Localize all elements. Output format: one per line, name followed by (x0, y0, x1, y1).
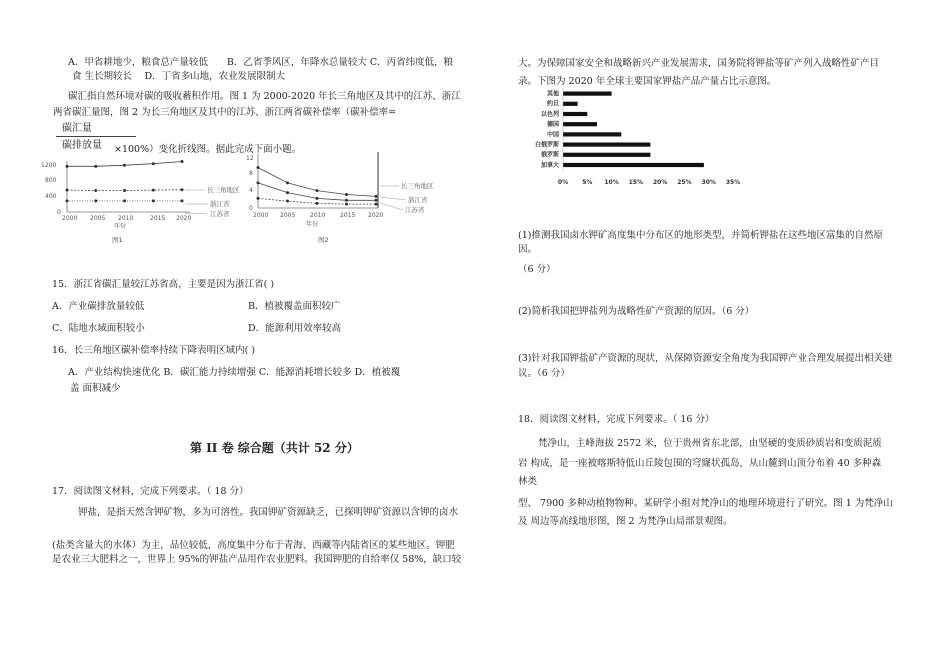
fig2-point-2-4 (375, 203, 378, 206)
question-17: 17．阅读图文材料，完成下列要求。（ 18 分） (52, 486, 249, 497)
fig1-point-1-4 (181, 188, 184, 191)
bar-xtick-4: 20% (652, 179, 668, 186)
fig1-xtick-2010: 2010 (118, 215, 134, 222)
question-16: 16．长三角地区碳补偿率持续下降表明区域内( ) (52, 345, 256, 356)
fig1-xtick-2000: 2000 (62, 215, 78, 222)
q18-para-line5: 及 周边等高线地形图，图 2 为梵净山局部景观图。 (518, 516, 733, 527)
bar-xtick-1: 5% (582, 179, 593, 186)
bar-4 (563, 132, 621, 136)
q17-para-line1: 钾盐，是指天然含钾矿物，多为可溶性。我国钾矿资源缺乏，已探明钾矿资源以含钾的卤水 (78, 507, 459, 518)
intro-line1: 碳汇指自然环境对碳的吸收蓄积作用。图 1 为 2000-2020 年长三角地区及其中的江苏、浙江 (68, 91, 461, 102)
fig2-point-2-0 (257, 197, 260, 200)
fig1-point-2-1 (94, 199, 97, 202)
right-para-line2: 录。下图为 2020 年全球主要国家钾盐产品产量占比示意图。 (518, 76, 777, 87)
potash-bar-chart (515, 88, 745, 190)
q18-para-line3: 林类 (518, 476, 538, 487)
fig2-ytick-4: 4 (249, 187, 253, 194)
bar-label-6: 俄罗斯 (540, 151, 559, 159)
bar-7 (563, 163, 704, 167)
fig2-xlabel: 年份 (306, 221, 319, 228)
bar-6 (563, 153, 650, 157)
fig2-legend-yangtze: 长三角地区 (401, 182, 434, 190)
bar-3 (563, 122, 597, 126)
fig2-ytick-0: 0 (249, 205, 253, 212)
q17-sub3-line1: (3)针对我国钾盐矿产资源的现状，从保障资源安全角度为我国钾产业合理发展提出相关建 (518, 353, 893, 364)
q17-para-line2: (盐类含量大的水体）为主，品位较低，高度集中分布于青海、西藏等内陆省区的某些地区。钾肥 (52, 540, 455, 551)
fig1-point-1-3 (152, 189, 155, 192)
fig1-ytick-1200: 1200 (41, 162, 57, 169)
right-para-line1: 大。为保障国家安全和战略新兴产业发展需求，国务院将钾盐等矿产列入战略性矿产目 (518, 58, 880, 69)
fig1-point-2-4 (181, 199, 184, 202)
q16-options-line2: 盖 面积减少 (70, 383, 121, 394)
bar-xtick-0: 0% (557, 179, 569, 186)
fig1-point-0-3 (152, 162, 155, 165)
fig2-point-0-0 (257, 166, 260, 169)
fig1-point-0-2 (123, 164, 126, 167)
bar-2 (563, 112, 587, 116)
bar-xtick-7: 35% (725, 179, 741, 186)
fig1-xtick-2005: 2005 (90, 215, 106, 222)
fig1-ytick-800: 800 (45, 177, 57, 184)
fig2-point-2-2 (316, 202, 319, 205)
fig2-point-2-3 (345, 203, 348, 206)
q15-option-a: A．产业碳排放量较低 (52, 301, 145, 312)
fig-label-carbon-sink: 碳汇量 (62, 123, 92, 134)
bar-xtick-6: 30% (701, 179, 716, 186)
question-18: 18．阅读图文材料，完成下列要求。（ 16 分） (518, 414, 715, 425)
fraction-line (56, 136, 136, 137)
bar-label-4: 中国 (546, 131, 559, 139)
q15-option-d: D．能源利用效率较高 (248, 323, 342, 334)
fig2-xtick-2020: 2020 (368, 212, 384, 219)
q18-para-line4: 型、 7900 多种动植物物种。某研学小组对梵净山的地理环境进行了研究。图 1 为梵净山 (518, 498, 893, 509)
intro-line3: ×100%）变化折线图。据此完成下面小题。 (114, 144, 302, 155)
fig1-ytick-0: 0 (57, 209, 61, 216)
fig2-ytick-8: 8 (249, 170, 253, 177)
q17-sub3-line2: 议。（6 分） (518, 368, 570, 379)
q17-sub2: (2)简析我国把钾盐列为战略性矿产资源的原因。（6 分） (518, 306, 755, 317)
fig2-point-0-2 (316, 189, 319, 192)
fig1-caption: 图1 (112, 236, 123, 244)
question-15: 15．浙江省碳汇量较江苏省高，主要是因为浙江省( ) (52, 279, 275, 290)
bar-label-5: 白俄罗斯 (534, 141, 559, 149)
q17-para-line3: 是农业三大肥料之一，世界上 95%的钾盐产品用作农业肥料。我国钾肥的自给率仅 58%，缺口较 (52, 554, 462, 565)
q17-sub1-score: （6 分） (518, 264, 556, 275)
bar-5 (563, 143, 650, 147)
fig2-point-1-3 (345, 199, 348, 202)
bar-1 (563, 102, 578, 106)
fig1-point-2-0 (66, 199, 69, 202)
fig1-point-0-0 (66, 165, 69, 168)
intro-line2: 两省碳汇量图，图 2 为长三角地区及其中的江苏、浙江两省碳补偿率（碳补偿率= (53, 107, 397, 118)
fig1-legend-jiangsu: 江苏省 (210, 210, 230, 218)
fig2-point-0-1 (286, 181, 289, 184)
bar-xtick-2: 10% (604, 179, 619, 186)
fig2-xtick-2000: 2000 (253, 212, 269, 219)
fig1-axes (67, 161, 190, 212)
fig2-xtick-2005: 2005 (280, 212, 296, 219)
q16-options-line1: A．产业结构快速优化 B．碳汇能力持续增强 C．能源消耗增长较多 D．植被覆 (68, 367, 401, 378)
q14-options-line1: A．甲省耕地少，粮食总产量较低 B．乙省季风区，年降水总量较大 C．丙省纬度低，粮 (68, 57, 454, 68)
fig1-xtick-2020: 2020 (176, 215, 192, 222)
fig1-point-2-3 (152, 199, 155, 202)
fig2-point-0-4 (375, 195, 378, 198)
fig2-legend-jiangsu: 江苏省 (405, 206, 425, 214)
bar-label-2: 以色列 (540, 110, 559, 118)
bar-xtick-3: 15% (628, 179, 644, 186)
fig2-point-1-2 (316, 197, 319, 200)
q18-para-line2: 岩 构成，是一座被喀斯特低山丘陵包围的穹窿状孤岛，从山麓到山顶分布着 40 多种森 (518, 458, 882, 469)
fig2-point-2-1 (286, 200, 289, 203)
fig1-legend-zhejiang: 浙江省 (210, 200, 230, 208)
fig1-point-1-0 (66, 189, 69, 192)
fig2-ytick-12: 12 (246, 155, 254, 162)
section-title: 第 II 卷 综合题（共计 52 分） (190, 441, 359, 455)
bar-xtick-5: 25% (677, 179, 692, 186)
fig2-axes (258, 152, 378, 208)
fig2-point-1-0 (257, 181, 260, 184)
q14-options-line2: 食 生长期较长 D．丁省多山地，农业发展限制大 (72, 71, 286, 82)
bar-label-3: 德国 (546, 121, 559, 129)
fig2-point-0-3 (345, 193, 348, 196)
fig1-point-0-4 (181, 160, 184, 163)
bar-label-0: 其他 (546, 90, 559, 98)
fig1-chart (40, 156, 240, 246)
q17-sub1-line2: 因。 (518, 244, 538, 255)
q18-para-line1: 梵净山，主峰海拔 2572 米，位于贵州省东北部，由坚硬的变质砂质岩和变质泥质 (538, 438, 882, 449)
fig2-point-1-4 (375, 199, 378, 202)
q15-option-c: C．陆地水域面积较小 (52, 323, 145, 334)
fig-label-carbon-emission: 碳排放量 (62, 140, 102, 151)
fig1-ytick-400: 400 (45, 193, 57, 200)
fig2-legend-zhejiang: 浙江省 (408, 196, 428, 204)
bar-label-7: 加拿大 (540, 161, 559, 169)
bar-0 (563, 92, 612, 96)
fig1-point-0-1 (94, 165, 97, 168)
fig2-xtick-2010: 2010 (310, 212, 326, 219)
fig2-xtick-2015: 2015 (340, 212, 356, 219)
q15-option-b: B．植被覆盖面积较广 (248, 301, 341, 312)
fig1-xtick-2015: 2015 (150, 215, 166, 222)
fig1-point-1-2 (123, 189, 126, 192)
fig1-point-1-1 (94, 189, 97, 192)
fig2-caption: 图2 (318, 236, 329, 244)
fig1-xlabel: 年份 (114, 223, 127, 230)
q17-sub1-line1: (1)推测我国卤水钾矿高度集中分布区的地形类型，并简析钾盐在这些地区富集的自然原 (518, 230, 883, 241)
bar-label-1: 约旦 (546, 100, 559, 108)
fig2-point-1-1 (286, 191, 289, 194)
fig2-chart (240, 150, 470, 246)
fig1-legend-yangtze: 长三角地区 (207, 186, 240, 194)
fig1-point-2-2 (123, 199, 126, 202)
